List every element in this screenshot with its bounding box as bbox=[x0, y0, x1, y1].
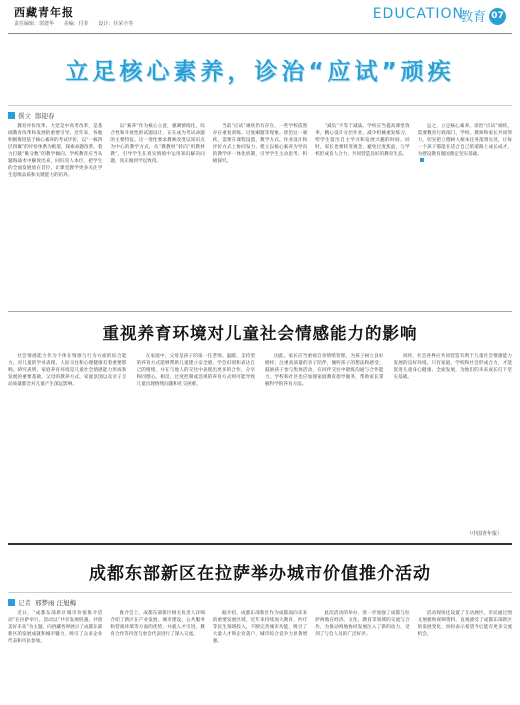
paragraph: “减负”不等于减质。学校应当提高课堂效率，精心设计分层作业，减少机械重复练习，给学生留出自主学习和发展兴趣的时间。同时，家长也要转变观念，避免过度焦虑，与学校形成育人合力，共同营造良好的教育生态。 bbox=[315, 124, 410, 157]
text-column bbox=[8, 123, 102, 305]
paragraph: 因此，家长应当重视自身情绪管理，为孩子树立良好榜样；注重高质量的亲子陪伴，倾听孩子的想法和感受；鼓励孩子参与集体活动，在同伴交往中锻炼沟通与合作能力。学校和社区也应加强家庭教育指导服务，帮助家长掌握科学的养育方法。 bbox=[265, 354, 384, 387]
masthead bbox=[8, 0, 512, 34]
article-parenting-environment bbox=[8, 311, 512, 543]
paper-name: 西藏青年报 bbox=[14, 6, 74, 19]
text-column bbox=[315, 610, 409, 705]
paragraph: 活动现场还设置了互动展区，市民通过图文展板和视频资料，直观感受了成都东部新区的发展变化，纷纷表示希望今后能有更多交流机会。 bbox=[417, 611, 512, 637]
article-body bbox=[8, 123, 512, 305]
text-column bbox=[110, 610, 204, 705]
paragraph: 当前“应试”顽疾仍有存在，一些学校依然存在重复训练、过度刷题等现象。诊治这一顽疾，需要在课程设置、教学方式、作业设计和评价方式上协同发力，建立以核心素养为导向的教学评一体化机制，引导学生主动思考、积极探究。 bbox=[212, 124, 308, 164]
paragraph: 社会情感能力作为个体在情感与行为方面的综合能力，对儿童的学业表现、人际交往和心理健康有着重要影响。研究表明，家庭养育环境是儿童社会情感能力形成和发展的重要基础，父母的教养方式、家庭氛围以及亲子互动质量都会对儿童产生深远影响。 bbox=[8, 354, 127, 387]
article-title: 重视养育环境对儿童社会情感能力的影响 bbox=[102, 324, 418, 343]
text-column bbox=[418, 123, 512, 305]
end-mark-icon bbox=[420, 158, 424, 162]
section-label-cn: 教育 bbox=[459, 10, 486, 25]
byline bbox=[8, 597, 512, 607]
section-label-en: EDUCATION bbox=[372, 6, 464, 22]
paragraph: 在家庭中，父母是孩子的第一任老师。温暖、支持型的养育方式能够帮助儿童建立安全感，学会识别和表达自己的情绪，并在与他人的交往中表现出更多的合作、分享和同理心。相反，过度控制或忽视的养育方式则可能导致儿童出现情绪问题和社交困难。 bbox=[136, 354, 255, 387]
paragraph: 以“素养”作为核心立意，强调情境化、综合性和开放性的试题设计，正在成为考试命题的主要特征。这一变化要求教师改变以知识点为中心的教学方式，从“教教材”转向“用教材教”，引导学生在真实情境中运用知识解决问题，真正做到学以致用。 bbox=[110, 124, 205, 164]
text-column bbox=[8, 353, 127, 528]
editor-credits bbox=[14, 20, 141, 27]
text-column bbox=[394, 353, 513, 528]
paragraph: 近日，“成都东部新区城市价值推介活动”在拉萨举行。活动以“共享发展机遇、共创美好未来”为主题，向西藏各界展示了成都东部新区的发展成就和城市魅力，吸引了众多企业代表和市民参加。 bbox=[8, 611, 103, 644]
credit-art: 美编：付菲 bbox=[63, 21, 89, 27]
text-column bbox=[213, 123, 307, 305]
paragraph: 推介会上，成都东部新区相关负责人详细介绍了新区在产业发展、城市建设、公共服务和营商环境等方面的优势，并就人才引进、教育合作等内容与参会代表进行了深入交流。 bbox=[110, 611, 205, 637]
article-title: 成都东部新区在拉萨举办城市价值推介活动 bbox=[89, 564, 431, 584]
text-column bbox=[213, 610, 307, 705]
divider bbox=[8, 592, 512, 593]
article-chengdu-promotion bbox=[8, 543, 512, 700]
text-column bbox=[110, 123, 204, 305]
text-column bbox=[8, 610, 102, 705]
text-column bbox=[418, 610, 512, 705]
paragraph: 总之，立足核心素养、诊治“应试”顽疾，需要教育行政部门、学校、教师和家长共同努力，切实把立德树人根本任务落到实处，让每一个孩子都能在适合自己的道路上成长成才，为建设教育强国奠定坚实基础。 bbox=[417, 124, 512, 157]
byline-label: 记者 bbox=[18, 598, 31, 607]
text-column bbox=[137, 353, 256, 528]
byline-label: 撰文 bbox=[18, 111, 31, 120]
page-number-badge: 07 bbox=[489, 8, 506, 25]
byline-author: 郎迎春 bbox=[35, 111, 55, 120]
paragraph: 同时，社会各界应共同营造有利于儿童社会情感能力发展的良好环境。只有家庭、学校和社会形成合力，才能促进儿童身心健康、全面发展，为他们的未来成长打下坚实基础。 bbox=[393, 354, 512, 380]
text-column bbox=[315, 123, 409, 305]
byline-square-icon bbox=[8, 599, 15, 606]
article-body bbox=[8, 353, 512, 528]
text-column bbox=[265, 353, 384, 528]
byline-square-icon bbox=[8, 112, 15, 119]
paragraph: 据介绍，成都东部新区作为成都面向未来的重要发展区域，近年来持续加大教育、医疗等民生领域投入，不断完善城市功能，吸引了大量人才和企业落户，城市综合竞争力显著增强。 bbox=[212, 611, 308, 644]
paragraph: 教育评价改革，大党是中高考改革，是基础教育改革和发展的重要引导。近年来，各地积极推进基于核心素养的考试评价，以“一核四层四翼”的评价体系为框架，探索命题改革，着力打破“唯分数”的教学倾向。学校教育应当从题海战术中解放出来，回归育人本位，把学生的全面发展放在首位，让课堂教学更多关注学生思维品质和关键能力的培养。 bbox=[8, 124, 103, 178]
article-core-literacy bbox=[8, 106, 512, 311]
paragraph: 此次活动的举办，进一步加强了成都与拉萨两地在经济、文化、教育等领域的交流与合作，为推动两地协同发展注入了新的动力，受到了与会人员的广泛好评。 bbox=[315, 611, 410, 637]
credit-design: 设计：任荣全等 bbox=[98, 21, 134, 27]
banner-title: 立足核心素养，诊治“应试”顽疾 bbox=[65, 59, 455, 85]
headline-banner bbox=[8, 34, 512, 106]
credit-editor: 责任编辑：郭建华 bbox=[14, 21, 55, 27]
byline bbox=[8, 110, 512, 120]
byline-author: 邢梦雨 汪旭梅 bbox=[35, 598, 77, 607]
article-body bbox=[8, 610, 512, 705]
article-source: （中国青年报） bbox=[466, 531, 502, 537]
